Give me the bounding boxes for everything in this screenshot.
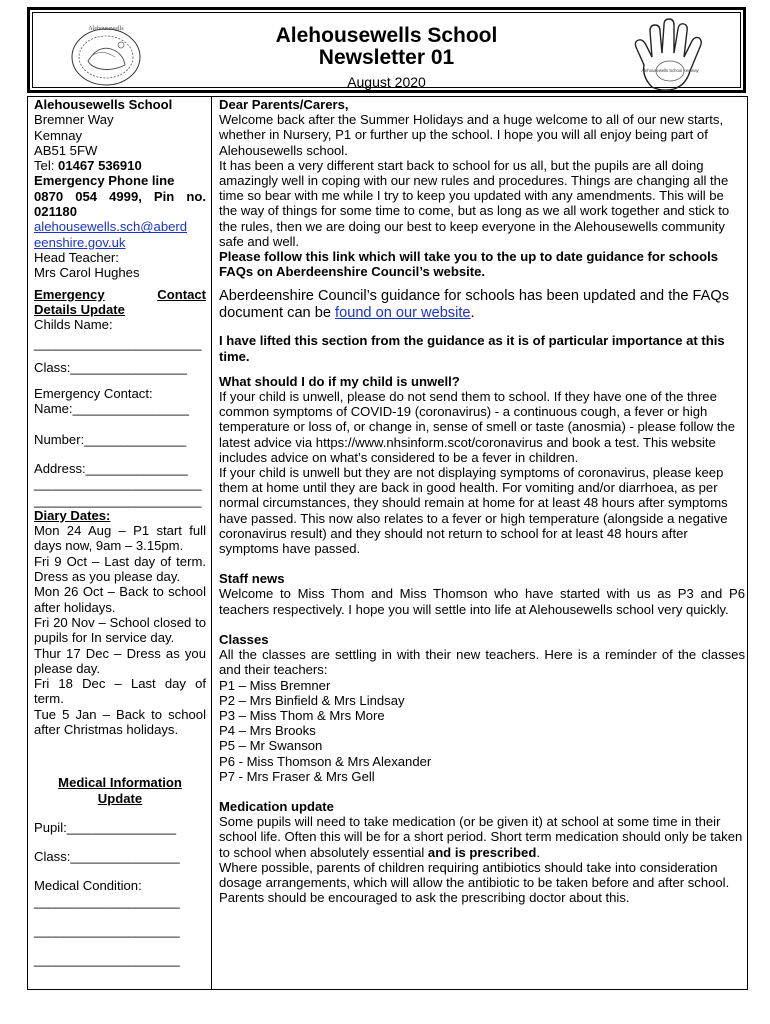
title-line-1: Alehousewells School [275, 24, 498, 47]
medication-paragraph-1: Some pupils will need to take medication (or be given it) at school at some time in their school life. Often this will be for a short period. Short term medication should only be taken to school when absolutely essential and is prescribed. [219, 814, 743, 860]
address-blank-1[interactable]: _______________________ [34, 476, 202, 492]
emergency-line-label: Emergency Phone line [34, 173, 175, 189]
emergency-form-title: Emergency Contact [34, 286, 206, 302]
link-notice: Please follow this link which will take you to the up to date guidance for schools FAQs on Aberdeenshire Council’s website. [219, 249, 719, 280]
hand-logo [622, 17, 716, 93]
sidebar-column [34, 97, 206, 968]
address-line: AB51 5FW [34, 142, 98, 158]
emergency-contact-label: Emergency Contact: [34, 386, 153, 402]
address-line: Bremner Way [34, 112, 114, 128]
header-inner-border [32, 12, 741, 88]
medical-blank-1[interactable]: ____________________ [34, 893, 180, 909]
contact-address-field[interactable]: Address:______________ [34, 460, 188, 476]
medication-paragraph-2: Where possible, parents of children requiring antibiotics should take into consideration dosage arrangements, which will allow the antibiotic to be taken before and after school. Parents should be encouraged to ask the prescribing doctor about this. [219, 859, 730, 906]
diary-entry: Fri 18 Dec – Last day of term. [34, 676, 206, 707]
diary-title: Diary Dates: [34, 507, 111, 523]
newsletter-date: August 2020 [347, 74, 426, 90]
contact-number-field[interactable]: Number:______________ [34, 431, 187, 447]
childs-name-field[interactable]: _______________________ [34, 336, 202, 352]
pupil-field[interactable]: Pupil:_______________ [34, 819, 176, 835]
class-item: P2 – Mrs Binfield & Mrs Lindsay [219, 692, 405, 708]
hand-text: Alehousewells School Kemnay [641, 68, 699, 73]
guidance-paragraph: Aberdeenshire Council’s guidance for schools has been updated and the FAQs document can be found on our website. [219, 288, 730, 322]
medical-class-field[interactable]: Class:_______________ [34, 849, 180, 865]
diary-entry: Fri 9 Oct – Last day of term. Dress as you please day. [34, 553, 206, 585]
unwell-paragraph-2: If your child is unwell but they are not displaying symptoms of coronavirus, please keep them at home until they are back in good health. For vomiting and/or diarrhoea, as per normal circumstances, they should remain at home for at least 48 hours after symptoms have passed. This now also relates to a fever or high temperature (alongside a negative coronavirus result) and they should not return to school for at least 48 hours after symptoms have passed. [219, 465, 728, 557]
telephone [34, 158, 206, 173]
contact-name-field[interactable]: Name:________________ [34, 401, 190, 417]
class-field[interactable]: Class:________________ [34, 359, 187, 375]
class-item: P7 - Mrs Fraser & Mrs Gell [219, 768, 375, 784]
logo-text: Alehousewells [88, 26, 124, 32]
greeting: Dear Parents/Carers, [219, 97, 349, 112]
head-teacher-label: Head Teacher: [34, 249, 119, 265]
staff-heading: Staff news [219, 571, 285, 587]
class-item: P1 – Miss Bremner [219, 677, 331, 693]
address-line: Kemnay [34, 127, 83, 143]
medical-form-title: Medical Information [58, 775, 182, 791]
medication-heading: Medication update [219, 798, 334, 814]
column-divider [211, 97, 212, 989]
classes-heading: Classes [219, 631, 269, 647]
unwell-heading: What should I do if my child is unwell? [219, 373, 460, 389]
class-item: P5 – Mr Swanson [219, 738, 323, 754]
head-teacher-name: Mrs Carol Hughes [34, 265, 140, 281]
website-link[interactable]: found on our website [335, 305, 471, 322]
diary-entry: Tue 5 Jan – Back to school after Christmas holidays. [34, 706, 206, 737]
diary-entry: Mon 26 Oct – Back to school after holidays. [34, 584, 206, 615]
address-blank-2[interactable]: _______________________ [34, 492, 202, 508]
main-column [219, 97, 745, 905]
intro-paragraph: Welcome back after the Summer Holidays and a huge welcome to all of our new starts, whether in Nursery, P1 or further up the school. I hope you will all enjoy being part of Alehousewells school. [219, 112, 724, 158]
emergency-form-title-2: Details Update [34, 301, 125, 317]
tel-label: Tel: [34, 158, 55, 174]
sidebar-school-name: Alehousewells School [34, 97, 173, 112]
tel-number: 01467 536910 [58, 158, 142, 174]
paragraph-2: It has been a very different start back to school for us all, but the pupils are all doing amazingly well in coping with our new rules and procedures. Things are changing all the time so bear with me while I try to keep you updated with any amendments. This will be the way of things for some time to come, but as long as we all work together and stick to the rules, then we are doing our best to keep everyone in the Alehousewells community safe and well. [219, 157, 730, 249]
emergency-line-number: 0870 054 4999, Pin no. 021180 [34, 188, 206, 220]
diary-entry: Mon 24 Aug – P1 start full days now, 9am – 3.15pm. [34, 523, 206, 554]
medical-condition-label: Medical Condition: [34, 878, 142, 894]
email-link[interactable]: alehousewells.sch@aberd eenshire.gov.uk [34, 219, 188, 250]
unwell-paragraph-1: If your child is unwell, please do not send them to school. If they have one of the three common symptoms of COVID-19 (coronavirus) - a continuous cough, a fever or high temperature or loss of, or change in, sense of smell or taste (anosmia) - please follow the latest advice via https://www.nhsinform.scot/coronavirus and book a test. This website includes advice on what’s considered to be a fever in children. [219, 389, 735, 465]
classes-intro: All the classes are settling in with their new teachers. Here is a reminder of the classes and their teachers: [219, 647, 745, 678]
diary-entry: Thur 17 Dec – Dress as you please day. [34, 645, 206, 676]
medical-form-title-2: Update [97, 790, 143, 806]
medical-blank-2[interactable]: ____________________ [34, 923, 180, 939]
medical-blank-3[interactable]: ____________________ [34, 952, 180, 968]
lifted-note: I have lifted this section from the guidance as it is of particular importance at this time. [219, 333, 725, 364]
newsletter-header [27, 7, 746, 93]
childs-name-label: Childs Name: [34, 317, 113, 333]
staff-paragraph: Welcome to Miss Thom and Miss Thomson who have started with us as P3 and P6 teachers respectively. I hope you will settle into life at Alehousewells school very quickly. [219, 586, 745, 617]
newsletter-body [27, 96, 748, 990]
class-item: P4 – Mrs Brooks [219, 723, 316, 739]
title-line-2: Newsletter 01 [318, 46, 455, 69]
class-item: P3 – Miss Thom & Mrs More [219, 707, 385, 723]
class-item: P6 - Miss Thomson & Mrs Alexander [219, 753, 432, 769]
diary-entry: Fri 20 Nov – School closed to pupils for In service day. [34, 614, 206, 646]
